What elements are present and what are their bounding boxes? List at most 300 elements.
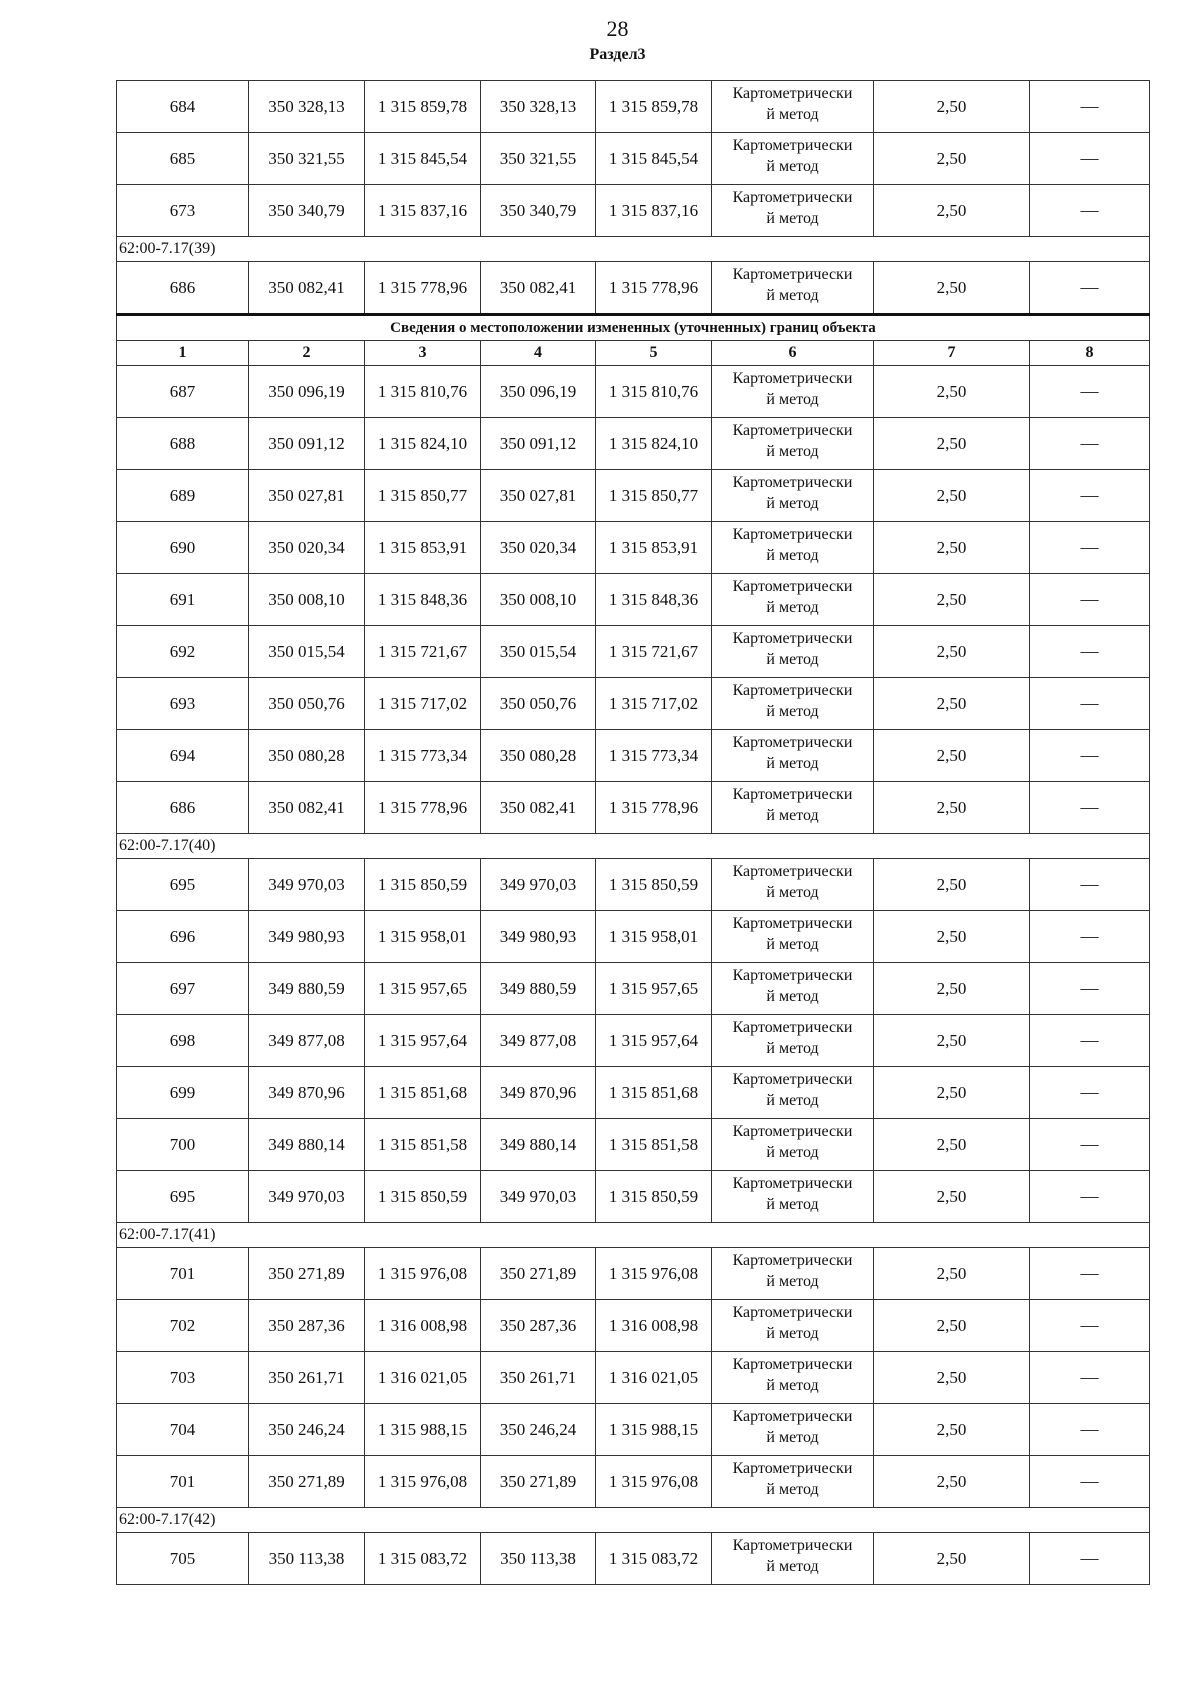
new-x: 349 880,59 [481, 963, 596, 1015]
method-cell [712, 418, 874, 470]
new-y: 1 315 717,02 [596, 678, 712, 730]
method-cell [712, 1171, 874, 1223]
method-cell [712, 81, 874, 133]
old-x: 349 880,59 [249, 963, 365, 1015]
new-y: 1 315 824,10 [596, 418, 712, 470]
method-line1: Картометрически [732, 786, 853, 803]
description: — [1030, 1456, 1150, 1508]
point-number: 691 [117, 574, 249, 626]
method-line1: Картометрически [732, 1304, 853, 1321]
accuracy: 2,50 [874, 963, 1030, 1015]
method-line2: й метод [766, 391, 819, 408]
old-x: 350 015,54 [249, 626, 365, 678]
table-row [117, 185, 1150, 237]
column-number: 1 [117, 341, 249, 366]
section-title: Раздел3 [589, 46, 646, 63]
method-line1: Картометрически [732, 1408, 853, 1425]
new-x: 350 027,81 [481, 470, 596, 522]
new-x: 350 082,41 [481, 262, 596, 315]
table-row [117, 1404, 1150, 1456]
point-number: 687 [117, 366, 249, 418]
method-line1: Картометрически [732, 474, 853, 491]
method-cell [712, 911, 874, 963]
point-number: 699 [117, 1067, 249, 1119]
table-row [117, 1533, 1150, 1585]
point-number: 673 [117, 185, 249, 237]
accuracy: 2,50 [874, 1300, 1030, 1352]
table-row [117, 1248, 1150, 1300]
table-row [117, 1300, 1150, 1352]
point-number: 692 [117, 626, 249, 678]
new-y: 1 315 958,01 [596, 911, 712, 963]
old-x: 350 287,36 [249, 1300, 365, 1352]
new-y: 1 315 850,77 [596, 470, 712, 522]
method-cell [712, 730, 874, 782]
description: — [1030, 185, 1150, 237]
group-row [117, 1508, 1150, 1533]
accuracy: 2,50 [874, 418, 1030, 470]
old-x: 350 082,41 [249, 262, 365, 315]
new-x: 349 970,03 [481, 859, 596, 911]
method-cell [712, 859, 874, 911]
old-x: 350 328,13 [249, 81, 365, 133]
old-y: 1 315 721,67 [365, 626, 481, 678]
accuracy: 2,50 [874, 626, 1030, 678]
method-line1: Картометрически [732, 1252, 853, 1269]
method-line2: й метод [766, 1325, 819, 1342]
accuracy: 2,50 [874, 81, 1030, 133]
new-y: 1 315 976,08 [596, 1248, 712, 1300]
method-line2: й метод [766, 1092, 819, 1109]
table-row [117, 730, 1150, 782]
old-y: 1 315 850,59 [365, 1171, 481, 1223]
table-body [117, 81, 1150, 1585]
old-x: 350 027,81 [249, 470, 365, 522]
accuracy: 2,50 [874, 1404, 1030, 1456]
method-line2: й метод [766, 1429, 819, 1446]
description: — [1030, 418, 1150, 470]
method-cell [712, 522, 874, 574]
description: — [1030, 262, 1150, 315]
old-x: 350 271,89 [249, 1456, 365, 1508]
method-cell [712, 1300, 874, 1352]
group-row [117, 237, 1150, 262]
old-x: 350 020,34 [249, 522, 365, 574]
old-x: 350 271,89 [249, 1248, 365, 1300]
method-line1: Картометрически [732, 967, 853, 984]
group-label: 62:00-7.17(42) [117, 1508, 1150, 1533]
point-number: 684 [117, 81, 249, 133]
table-heading: Сведения о местоположении измененных (уточненных) границ объекта [117, 315, 1150, 341]
description: — [1030, 366, 1150, 418]
method-line2: й метод [766, 884, 819, 901]
method-cell [712, 1015, 874, 1067]
old-x: 349 970,03 [249, 1171, 365, 1223]
accuracy: 2,50 [874, 1352, 1030, 1404]
point-number: 686 [117, 262, 249, 315]
description: — [1030, 1300, 1150, 1352]
point-number: 686 [117, 782, 249, 834]
new-x: 350 050,76 [481, 678, 596, 730]
table-row [117, 470, 1150, 522]
table-row [117, 782, 1150, 834]
new-x: 349 880,14 [481, 1119, 596, 1171]
old-y: 1 315 853,91 [365, 522, 481, 574]
new-y: 1 315 851,68 [596, 1067, 712, 1119]
new-x: 350 113,38 [481, 1533, 596, 1585]
point-number: 694 [117, 730, 249, 782]
accuracy: 2,50 [874, 470, 1030, 522]
table-row [117, 366, 1150, 418]
table-row [117, 859, 1150, 911]
table-row [117, 678, 1150, 730]
old-y: 1 315 976,08 [365, 1248, 481, 1300]
method-cell [712, 678, 874, 730]
old-y: 1 315 958,01 [365, 911, 481, 963]
new-y: 1 315 957,65 [596, 963, 712, 1015]
point-number: 689 [117, 470, 249, 522]
point-number: 701 [117, 1248, 249, 1300]
group-row [117, 1223, 1150, 1248]
method-line1: Картометрически [732, 1123, 853, 1140]
description: — [1030, 730, 1150, 782]
method-line2: й метод [766, 936, 819, 953]
description: — [1030, 1015, 1150, 1067]
method-cell [712, 1404, 874, 1456]
method-line2: й метод [766, 755, 819, 772]
old-x: 350 050,76 [249, 678, 365, 730]
method-cell [712, 782, 874, 834]
page-number: 28 [606, 16, 629, 41]
method-line2: й метод [766, 106, 819, 123]
description: — [1030, 81, 1150, 133]
accuracy: 2,50 [874, 1171, 1030, 1223]
table-row [117, 1352, 1150, 1404]
method-line1: Картометрически [732, 630, 853, 647]
new-y: 1 315 773,34 [596, 730, 712, 782]
accuracy: 2,50 [874, 1119, 1030, 1171]
new-x: 349 980,93 [481, 911, 596, 963]
new-y: 1 316 021,05 [596, 1352, 712, 1404]
new-y: 1 315 778,96 [596, 782, 712, 834]
old-y: 1 315 837,16 [365, 185, 481, 237]
method-line1: Картометрически [732, 1537, 853, 1554]
point-number: 705 [117, 1533, 249, 1585]
point-number: 696 [117, 911, 249, 963]
new-x: 350 091,12 [481, 418, 596, 470]
point-number: 688 [117, 418, 249, 470]
description: — [1030, 678, 1150, 730]
method-line1: Картометрически [732, 422, 853, 439]
method-cell [712, 963, 874, 1015]
method-cell [712, 574, 874, 626]
method-line1: Картометрически [732, 266, 853, 283]
accuracy: 2,50 [874, 366, 1030, 418]
column-number: 6 [712, 341, 874, 366]
old-y: 1 315 717,02 [365, 678, 481, 730]
old-y: 1 315 778,96 [365, 262, 481, 315]
new-x: 350 096,19 [481, 366, 596, 418]
description: — [1030, 963, 1150, 1015]
accuracy: 2,50 [874, 859, 1030, 911]
new-y: 1 315 837,16 [596, 185, 712, 237]
description: — [1030, 470, 1150, 522]
table-row [117, 133, 1150, 185]
description: — [1030, 1119, 1150, 1171]
new-x: 350 340,79 [481, 185, 596, 237]
description: — [1030, 1352, 1150, 1404]
method-cell [712, 1248, 874, 1300]
method-line2: й метод [766, 599, 819, 616]
group-label: 62:00-7.17(39) [117, 237, 1150, 262]
old-x: 350 340,79 [249, 185, 365, 237]
method-line2: й метод [766, 1040, 819, 1057]
method-line2: й метод [766, 287, 819, 304]
old-y: 1 315 810,76 [365, 366, 481, 418]
column-number: 8 [1030, 341, 1150, 366]
method-line2: й метод [766, 1558, 819, 1575]
point-number: 693 [117, 678, 249, 730]
table-row [117, 81, 1150, 133]
old-x: 350 246,24 [249, 1404, 365, 1456]
new-y: 1 315 853,91 [596, 522, 712, 574]
column-number: 2 [249, 341, 365, 366]
point-number: 695 [117, 1171, 249, 1223]
method-cell [712, 626, 874, 678]
method-line1: Картометрически [732, 863, 853, 880]
old-y: 1 315 083,72 [365, 1533, 481, 1585]
old-y: 1 315 850,77 [365, 470, 481, 522]
old-x: 350 080,28 [249, 730, 365, 782]
point-number: 704 [117, 1404, 249, 1456]
new-y: 1 315 810,76 [596, 366, 712, 418]
new-y: 1 315 848,36 [596, 574, 712, 626]
table-row [117, 262, 1150, 315]
point-number: 701 [117, 1456, 249, 1508]
old-x: 349 870,96 [249, 1067, 365, 1119]
old-x: 349 980,93 [249, 911, 365, 963]
accuracy: 2,50 [874, 911, 1030, 963]
method-line2: й метод [766, 1481, 819, 1498]
point-number: 702 [117, 1300, 249, 1352]
column-number: 7 [874, 341, 1030, 366]
old-y: 1 315 957,64 [365, 1015, 481, 1067]
accuracy: 2,50 [874, 782, 1030, 834]
method-line1: Картометрически [732, 915, 853, 932]
new-y: 1 315 845,54 [596, 133, 712, 185]
table-row [117, 911, 1150, 963]
point-number: 698 [117, 1015, 249, 1067]
description: — [1030, 911, 1150, 963]
method-cell [712, 1533, 874, 1585]
table-row [117, 1171, 1150, 1223]
old-y: 1 315 845,54 [365, 133, 481, 185]
description: — [1030, 133, 1150, 185]
method-line2: й метод [766, 495, 819, 512]
method-line2: й метод [766, 1273, 819, 1290]
old-y: 1 315 773,34 [365, 730, 481, 782]
new-x: 349 870,96 [481, 1067, 596, 1119]
new-y: 1 315 976,08 [596, 1456, 712, 1508]
accuracy: 2,50 [874, 678, 1030, 730]
method-line2: й метод [766, 158, 819, 175]
old-x: 350 091,12 [249, 418, 365, 470]
old-x: 349 877,08 [249, 1015, 365, 1067]
old-x: 349 970,03 [249, 859, 365, 911]
new-y: 1 315 778,96 [596, 262, 712, 315]
new-x: 350 271,89 [481, 1456, 596, 1508]
method-line1: Картометрически [732, 682, 853, 699]
heading-row [117, 315, 1150, 341]
method-cell [712, 262, 874, 315]
point-number: 700 [117, 1119, 249, 1171]
accuracy: 2,50 [874, 133, 1030, 185]
accuracy: 2,50 [874, 1533, 1030, 1585]
old-x: 350 321,55 [249, 133, 365, 185]
old-y: 1 316 021,05 [365, 1352, 481, 1404]
method-cell [712, 1352, 874, 1404]
group-row [117, 834, 1150, 859]
old-x: 349 880,14 [249, 1119, 365, 1171]
new-x: 349 970,03 [481, 1171, 596, 1223]
description: — [1030, 626, 1150, 678]
coordinates-table [116, 80, 1150, 1585]
old-x: 350 008,10 [249, 574, 365, 626]
point-number: 685 [117, 133, 249, 185]
new-y: 1 315 957,64 [596, 1015, 712, 1067]
description: — [1030, 1533, 1150, 1585]
new-x: 350 287,36 [481, 1300, 596, 1352]
accuracy: 2,50 [874, 1248, 1030, 1300]
accuracy: 2,50 [874, 574, 1030, 626]
description: — [1030, 522, 1150, 574]
description: — [1030, 859, 1150, 911]
accuracy: 2,50 [874, 185, 1030, 237]
method-line1: Картометрически [732, 1356, 853, 1373]
table-row [117, 963, 1150, 1015]
description: — [1030, 1067, 1150, 1119]
method-line1: Картометрически [732, 137, 853, 154]
group-label: 62:00-7.17(41) [117, 1223, 1150, 1248]
new-y: 1 315 850,59 [596, 1171, 712, 1223]
method-cell [712, 1456, 874, 1508]
new-x: 350 271,89 [481, 1248, 596, 1300]
table-row [117, 522, 1150, 574]
accuracy: 2,50 [874, 730, 1030, 782]
old-y: 1 315 851,58 [365, 1119, 481, 1171]
method-line1: Картометрически [732, 1071, 853, 1088]
new-x: 350 015,54 [481, 626, 596, 678]
method-line1: Картометрически [732, 189, 853, 206]
point-number: 695 [117, 859, 249, 911]
method-line2: й метод [766, 807, 819, 824]
old-y: 1 316 008,98 [365, 1300, 481, 1352]
group-label: 62:00-7.17(40) [117, 834, 1150, 859]
old-y: 1 315 988,15 [365, 1404, 481, 1456]
method-line2: й метод [766, 443, 819, 460]
method-line1: Картометрически [732, 1175, 853, 1192]
method-line1: Картометрически [732, 734, 853, 751]
old-x: 350 113,38 [249, 1533, 365, 1585]
new-x: 350 020,34 [481, 522, 596, 574]
method-line1: Картометрически [732, 1460, 853, 1477]
accuracy: 2,50 [874, 1015, 1030, 1067]
old-x: 350 261,71 [249, 1352, 365, 1404]
method-cell [712, 185, 874, 237]
new-x: 350 080,28 [481, 730, 596, 782]
method-line2: й метод [766, 651, 819, 668]
new-x: 350 328,13 [481, 81, 596, 133]
table-row [117, 1456, 1150, 1508]
accuracy: 2,50 [874, 1067, 1030, 1119]
method-line2: й метод [766, 547, 819, 564]
new-x: 350 246,24 [481, 1404, 596, 1456]
accuracy: 2,50 [874, 262, 1030, 315]
old-y: 1 315 851,68 [365, 1067, 481, 1119]
description: — [1030, 1171, 1150, 1223]
old-y: 1 315 957,65 [365, 963, 481, 1015]
method-line1: Картометрически [732, 526, 853, 543]
old-y: 1 315 859,78 [365, 81, 481, 133]
method-cell [712, 1067, 874, 1119]
description: — [1030, 574, 1150, 626]
method-line2: й метод [766, 703, 819, 720]
table-row [117, 574, 1150, 626]
method-line2: й метод [766, 1144, 819, 1161]
new-y: 1 315 850,59 [596, 859, 712, 911]
new-x: 349 877,08 [481, 1015, 596, 1067]
new-y: 1 315 859,78 [596, 81, 712, 133]
method-cell [712, 1119, 874, 1171]
column-number: 5 [596, 341, 712, 366]
old-y: 1 315 778,96 [365, 782, 481, 834]
description: — [1030, 1248, 1150, 1300]
method-line2: й метод [766, 210, 819, 227]
accuracy: 2,50 [874, 1456, 1030, 1508]
new-y: 1 315 851,58 [596, 1119, 712, 1171]
new-x: 350 008,10 [481, 574, 596, 626]
column-number-row [117, 341, 1150, 366]
new-y: 1 315 988,15 [596, 1404, 712, 1456]
accuracy: 2,50 [874, 522, 1030, 574]
table-row [117, 1067, 1150, 1119]
table-row [117, 1015, 1150, 1067]
column-number: 4 [481, 341, 596, 366]
method-cell [712, 133, 874, 185]
old-y: 1 315 848,36 [365, 574, 481, 626]
old-y: 1 315 850,59 [365, 859, 481, 911]
method-line1: Картометрически [732, 370, 853, 387]
table-row [117, 1119, 1150, 1171]
old-x: 350 082,41 [249, 782, 365, 834]
old-x: 350 096,19 [249, 366, 365, 418]
method-line1: Картометрически [732, 85, 853, 102]
new-y: 1 315 083,72 [596, 1533, 712, 1585]
point-number: 690 [117, 522, 249, 574]
method-line1: Картометрически [732, 1019, 853, 1036]
new-x: 350 321,55 [481, 133, 596, 185]
new-x: 350 261,71 [481, 1352, 596, 1404]
description: — [1030, 782, 1150, 834]
table-row [117, 626, 1150, 678]
method-line1: Картометрически [732, 578, 853, 595]
new-x: 350 082,41 [481, 782, 596, 834]
column-number: 3 [365, 341, 481, 366]
old-y: 1 315 824,10 [365, 418, 481, 470]
method-line2: й метод [766, 988, 819, 1005]
method-line2: й метод [766, 1377, 819, 1394]
method-cell [712, 470, 874, 522]
